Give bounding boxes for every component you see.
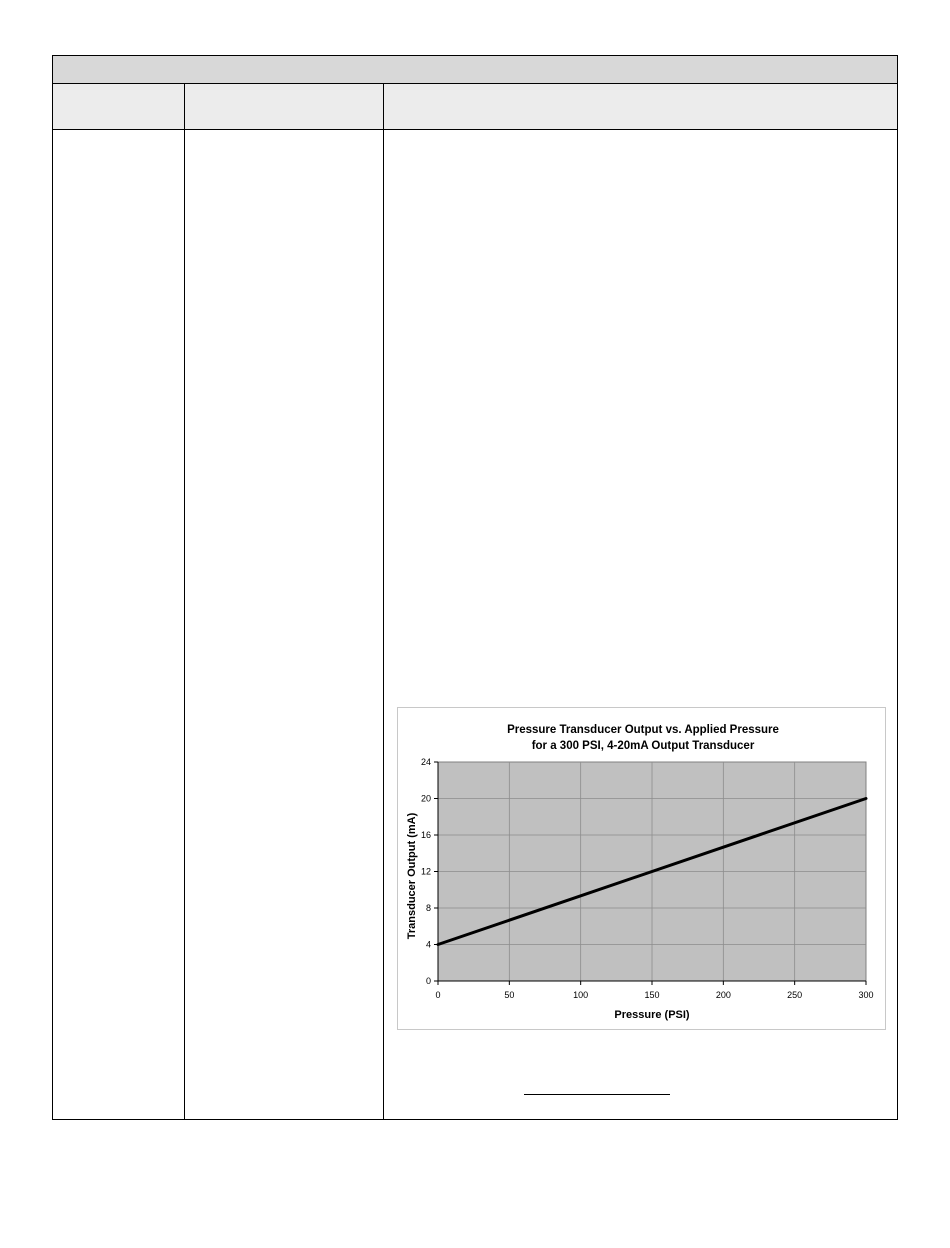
- x-axis-title: Pressure (PSI): [614, 1009, 690, 1021]
- x-tick-label: 200: [715, 990, 731, 1000]
- y-tick-label: 12: [420, 866, 431, 877]
- chart-svg: [398, 708, 887, 1031]
- table-title-band: [53, 56, 897, 84]
- chart-title: Pressure Transducer Output vs. Applied Pressure: [507, 724, 779, 736]
- x-tick-label: 100: [573, 990, 589, 1000]
- y-tick-label: 20: [420, 793, 431, 804]
- y-tick-label: 4: [425, 939, 431, 950]
- column-divider-2: [383, 84, 384, 1119]
- y-axis-title: Transducer Output (mA): [406, 812, 418, 940]
- column-divider-1: [184, 84, 185, 1119]
- signature-line: [524, 1094, 670, 1095]
- y-tick-label: 16: [420, 830, 431, 840]
- pressure-chart: [397, 707, 886, 1030]
- y-tick-label: 8: [425, 903, 431, 913]
- y-tick-label: 0: [425, 976, 431, 986]
- plot-area: [421, 757, 874, 1000]
- chart-subtitle: for a 300 PSI, 4-20mA Output Transducer: [531, 740, 755, 752]
- x-tick-label: 300: [858, 990, 874, 1000]
- x-tick-label: 250: [787, 990, 803, 1000]
- x-tick-label: 150: [644, 990, 660, 1000]
- x-tick-label: 0: [435, 990, 441, 1000]
- y-tick-label: 24: [420, 757, 431, 767]
- x-tick-label: 50: [504, 990, 515, 1000]
- table-header-row: [53, 84, 897, 130]
